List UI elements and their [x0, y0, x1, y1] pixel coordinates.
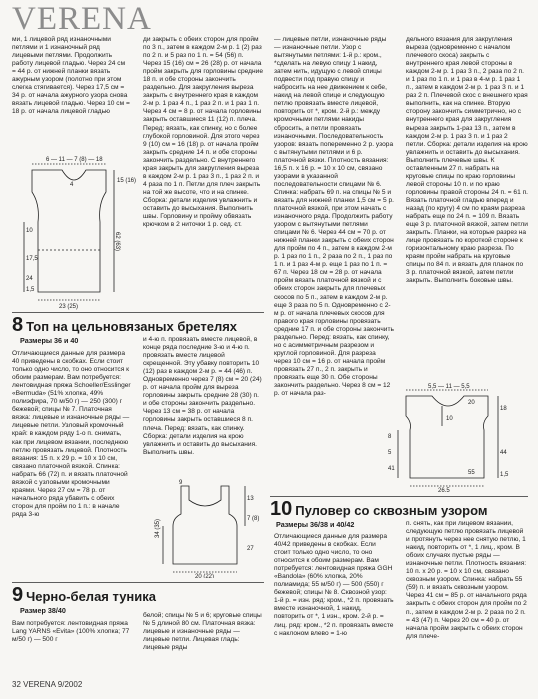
- diagram3-label-top: 5,5 — 11 — 5,5: [428, 384, 470, 390]
- col2-section8-paragraph: и 4-ю п. провязать вместе лицевой, в конце ряда последние 3-ю и 4-ю п. провязать вместе лицевой скрещенной. Эту убавку повторить 10 (12) раз в каждом 2-м р. = 44 (46) п. Одновременно через 7 (8) см = 20 (24) р. от начала пройм для выреза горловины закрыть средние 28 (30) п. и обе стороны закончить раздельно. Через 13 см = 38 р. от начала горловины закрыть оставшиеся 8 п. плеча. Перед: вязать, как спинку. Сборка: детали изделия на крою увлажнить и оставить до высыхания. Выполнить швы.: [143, 336, 262, 456]
- col4-section10-text: [406, 520, 528, 676]
- section8-rule: [12, 312, 264, 313]
- diagram3-label-mid: 5: [388, 450, 392, 456]
- diagram3-label-hem: 1,5: [500, 472, 509, 478]
- section8-title: Топ на цельновязаных бретелях: [26, 319, 238, 334]
- diagram3-label-width: 26,5: [438, 488, 450, 492]
- diagram3-label-front: 55: [468, 470, 475, 476]
- diagram2-label-height: 34 (35): [155, 518, 161, 538]
- col1-top-paragraph: ми, 1 лицевой ряд изнаночными петлями и 1 изнаночный ряд лицевыми петлями. Продолжить работу лицевой гладью. Через 24 см = 44 р. от нижней планки вязать ажурным узором (полотно при этом слегка стягивается). Через 17,5 см = 34 р. от начала ажурного узора снова вязать лицевой гладью. Через 10 см = 18 р. от начала лицевой гладью: [12, 36, 130, 116]
- diagram1-label-pattern: 17,5: [26, 256, 38, 262]
- section9-heading: [12, 584, 156, 607]
- page-footer: 32 VERENA 9/2002: [12, 680, 83, 689]
- section8-number: 8: [12, 314, 24, 336]
- diagram1-label-width: 6 — 11 — 7 (8) — 18: [46, 157, 103, 163]
- section9-number: 9: [12, 584, 24, 606]
- masthead-logo: VERENA: [12, 1, 152, 37]
- diagram2-label-neck: 13: [247, 496, 254, 502]
- col4-section10-paragraph: п. снять, как при лицевом вязании, следующую петлю провязать лицевой и протянуть через нее снятую петлю, 1 накид, повторить от *, 1 лиц., кром. В обоих случаях пустые ряды — изнаночные петли. Плотность вязания: 10 п. x 20 р. = 10 x 10 см, связано сквозным узором. Спинка: набрать 55 (59) п. и вязать сквозным узором. Через 41 см = 85 р. от начального ряда закрыть с обеих сторон для пройм по 2 п., затем в каждом 2-м р. 2 раза по 2 п. = 43 (47) п. Через 20 см = 40 р. от начала пройм закрыть с обеих сторон для плече-: [406, 520, 527, 640]
- section9-rule: [12, 582, 264, 583]
- col2-top-text: [143, 36, 263, 304]
- diagram-camisole-schematic: [145, 478, 265, 578]
- diagram2-label-strap: 9: [179, 480, 183, 486]
- diagram3-outline: [406, 396, 488, 478]
- col4-top-paragraph: дельного вязания для закругления выреза (одновременно с началом плечевого скоса) закрыть с внутреннего края левой стороны в каждом 2-м р. 1 раз 3 п., 2 раза по 2 п. и 1 раз по 1 п. и 1 раз в 4-м р. 1 раз 1 п., затем в каждом 2-м р. 1 раз 3 п. и 1 раз 2 п. Плечевой скос с внешнего края выполнить, как на спинке. Вторую сторону закончить симметрично, но с внутреннего края для закругления выреза закрыть 1-раз 13 п., затем в каждом 2-м р. 1 раз 3 п. и 1 раз 2 петли. Сборка: детали изделия на крою увлажнить и оставить до высыхания. Выполнить плечевые швы. К оставленным 27 п. набрать на круговые спицы по краю горловины левой стороны 10 п. и по краю горловины правой стороны 24 п. = 61 п. Вязать платочной гладью вперед и назад (по кругу) 4 см по краям разреза набрать еще по 24 п. = 109 п. Вязать еще 3 р. платочной вязкой, затем петли закрыть. Планки, на которые разрез на лице провязать по короткой стороне к горизонтальному краю разреза. По краям пройм набрать на круговые спицы по 84 п. и вязать для планок по 3 р. платочной вязкой, затем петли закрыть. Выполнить боковые швы.: [406, 36, 528, 285]
- section8-heading: [12, 314, 237, 337]
- diagram-top-schematic: [10, 152, 138, 312]
- col3-section10-text: [274, 533, 394, 675]
- section10-title: Пуловер со сквозным узором: [295, 503, 488, 518]
- diagram2-outline: [173, 486, 237, 564]
- col2-top-paragraph: ди закрыть с обеих сторон для пройм по 3 п., затем в каждом 2-м р. 1 (2) раз по 2 п. и 5 раз по 1 п. = 54 (56) п. Через 15 (16) см = 26 (28) р. от начала пройм закрыть для горловины средние 18 п. и обе стороны закончить раздельно. Для закругления выреза закрыть с внутреннего края в каждом 2-м р. 1 раз 4 п., 1 раз 2 п. и 1 раз 1 п. Через 4 см = 8 р. от начала горловины закрыть оставшиеся 11 (12) п. плеча. Перед: вязать, как спинку, но с более глубокой горловиной. Для этого через 9 (10) см = 16 (18) р. от начала пройм закрыть средние 14 п. и обе стороны закончить раздельно. С внутреннего края закрыть для закругления выреза в каждом 2-м р. 1 раз 3 п., 1 раз 2 п. и 4 раза по 1 п. Петли для плеч закрыть на той же высоте, что и на спинке. Сборка: детали изделия увлажнить и оставить до высыхания. Выполнить швы. Горловину и пройму обвязать крючком в 2 ниточки 1 р. сед. ст.: [143, 36, 263, 229]
- section10-number: 10: [270, 498, 293, 520]
- diagram1-label-upper: 10: [26, 228, 33, 234]
- diagram1-label-height: 62 (63): [114, 232, 120, 252]
- diagram3-label-armhole: 18: [500, 406, 507, 412]
- col2-section9-text: [143, 612, 263, 672]
- col1-section8-paragraph: Отличающиеся данные для размера 40 приведены в скобках. Если стоит только одно число, то оно относится к обоим размерам. Вам потребуется: лентовидная пряжа Schoeller/Esslinger «Bermuda» (51% хлопка, 49% полиэфира, 70 м/50 г) — 250 (300) г бежевой; спицы № 7. Платочная вязка: лицевые и изнаночные ряды — лицевые петли. Узловый кромочный край: в каждом ряду 1-о п. снимать, как при лицевом вязании, последнюю петлю провязать лицевой. Плотность вязания: 15 п. x 29 р. = 10 x 10 см, связано платочной вязкой. Спинка: набрать 66 (72) п. и вязать платочной вязкой с узловыми кромочными краями. Через 27 см = 78 р. от начального ряда убавить с обеих сторон для пройм по 1 п.: в начале ряда 3-ю: [12, 350, 131, 518]
- section10-sizes: Размеры 36/38 и 40/42: [276, 520, 355, 529]
- col1-section9-paragraph: Вам потребуется: лентовидная пряжа Lang YARNS «Evita» (100% хлопка; 77 м/50 г) — 500 г: [12, 620, 130, 644]
- diagram1-label-armhole: 15 (16): [117, 178, 137, 184]
- section10-rule: [270, 496, 528, 497]
- diagram1-label-lower: 24: [26, 276, 33, 282]
- section9-title: Черно-белая туника: [26, 589, 156, 604]
- diagram2-label-armhole: 7 (8): [247, 516, 260, 522]
- diagram1-label-hem: 1,5: [26, 287, 35, 293]
- col2-section9-paragraph: белой; спицы № 5 и 6; круговые спицы № 5 длиной 80 см. Платочная вязка: лицевые и изнаночные ряды — лицевые петли. Лицевая гладь: лицевые ряды: [143, 612, 262, 652]
- col4-top-text: [406, 36, 528, 384]
- diagram3-label-upper: 8: [388, 434, 392, 440]
- col1-top-text: [12, 36, 130, 158]
- diagram2-label-width: 20 (22): [195, 574, 215, 578]
- diagram1-outline: [32, 170, 106, 292]
- col1-section9-text: [12, 620, 132, 676]
- diagram1-label-bottom: 23 (25): [59, 304, 79, 310]
- diagram2-label-lower: 27: [247, 546, 254, 552]
- diagram3-label-body: 44: [500, 450, 507, 456]
- diagram1-label-neck: 4: [70, 182, 74, 188]
- section10-heading: [270, 498, 488, 521]
- diagram3-label-neck: 20: [468, 400, 475, 406]
- section9-sizes: Размер 38/40: [20, 606, 66, 615]
- col3-section10-paragraph: Отличающиеся данные для размера 40/42 приведены в скобках. Если стоит только одно число, то оно относится к обоим размерам. Вам потребуется: лентовидная пряжа GGH «Bandola» (60% хлопка, 20% полиамида; 55 м/50 г) — 500 (550) г бежевой; спицы № 8. Сквозной узор: 1-й р. = изн. ряд: кром., *2 п. провязать вместе изнаночной, 1 накид, повторить от *, 1 изн., кром. 2-й р. = лиц. ряд: кром., *2 п. провязать вместе с наклоном влево = 1-ю: [274, 533, 394, 637]
- diagram3-label-slit: 10: [446, 416, 453, 422]
- col2-section8-text: [143, 336, 263, 476]
- diagram-pullover-schematic: [370, 382, 530, 492]
- diagram3-label-low: 41: [388, 466, 395, 472]
- section8-sizes: Размеры 36 и 40: [20, 336, 79, 345]
- col1-section8-text: [12, 350, 132, 578]
- col3-top-paragraph: — лицевые петли, изнаночные ряды — изнаночные петли. Узор с вытянутыми петлями: 1-й р.: кром., *сделать на левую спицу 1 накид, затем нить, идущую с левой спицы подвести под правую спицу и набросить на нее движением к себе, накид на левой спице и следующую петлю провязать вместе лицевой, повторить от *, кром. 2-й р.: между кромочными петлями накиды сбросить, а петли провязать изнаночными. Последовательность узоров: вязать попеременно 2 р. узора с вытянутыми петлями и 6 р. платочной вязки. Плотность вязания: 16,5 п. x 16 р. = 10 x 10 см, связано узорами в указанной последовательности спицами № 6. Спинка: набрать 69 п. на спицы № 5 и вязать для нижней планки 1,5 см = 5 р. платочной вязкой, при этом начать с изнаночного ряда. Продолжить работу узором с вытянутыми петлями спицами № 6. Через 44 см = 70 р. от нижней планки закрыть с обеих сторон для пройм по 4 п., затем в каждом 2-м р. 1 раз по 1 п., 2 раза по 2 п., 1 раз по 1 п. и 1 раз 4-м р. еще 1 раз по 1 п. = 67 п. Через 18 см = 28 р. от начала пройм вязать платочной вязкой и с обеих сторон закрыть для плечевых скосов по 5 п., затем в каждом 2-м р. еще 3 раза по 5 п. Одновременно с 2-м р. от начала плечевых скосов для правого края горловины провязать средние 17 п. и обе стороны закончить раздельно. Перед: вязать, как спинку, но с асимметричным разрезом и круглой горловиной. Для разреза через 10 см = 16 р. от начала пройм провязать 27 п., 2 п. закрыть и провязать еще 30 п. Обе стороны закончить раздельно. Через 8 см = 12 р. от начала раз-: [274, 36, 394, 398]
